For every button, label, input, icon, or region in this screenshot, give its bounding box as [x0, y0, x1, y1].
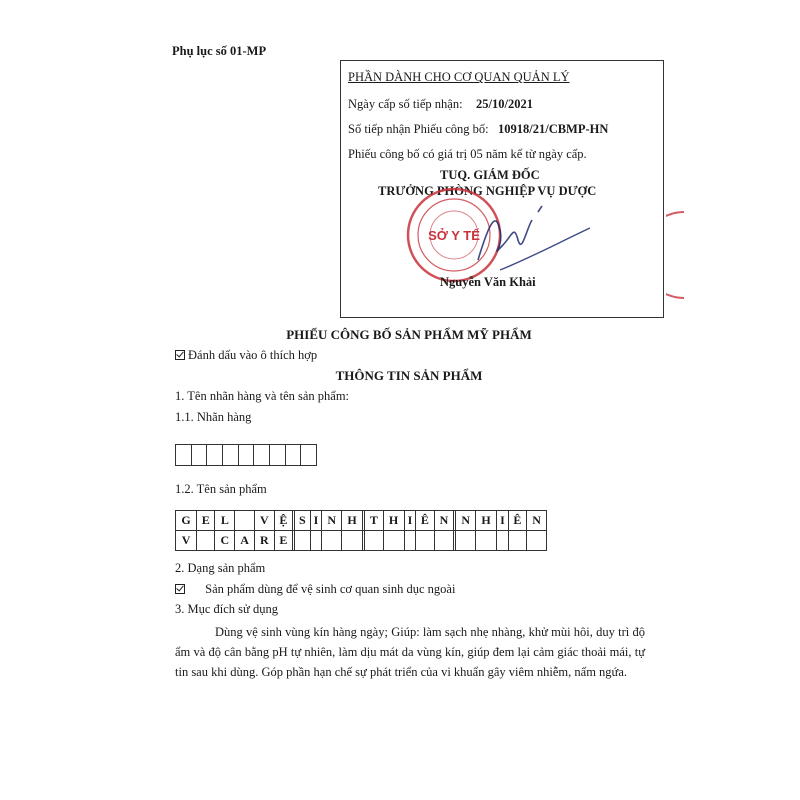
brand-cell: [191, 445, 207, 466]
product-name-grid: [175, 510, 547, 551]
product-name-cell: [476, 531, 497, 551]
brand-cell: [222, 445, 238, 466]
product-name-cell: [322, 531, 342, 551]
signer-name: Nguyễn Văn Khải: [440, 275, 536, 289]
product-name-cell: G: [176, 511, 197, 531]
product-name-cell: N: [322, 511, 342, 531]
product-name-cell: [342, 531, 363, 551]
product-name-cell: [527, 531, 547, 551]
check-note: Đánh dấu vào ô thích hợp: [175, 348, 317, 363]
brand-cell: [238, 445, 254, 466]
product-name-cell: S: [295, 511, 311, 531]
receipt-number-value: 10918/21/CBMP-HN: [498, 122, 609, 136]
product-name-cell: E: [197, 511, 215, 531]
signer-title-1: TUQ. GIÁM ĐỐC: [440, 168, 540, 182]
product-name-cell: V: [176, 531, 197, 551]
item-1-1-label: 1.1. Nhãn hàng: [175, 410, 252, 424]
product-name-cell: I: [404, 511, 416, 531]
purpose-paragraph: Dùng vệ sinh vùng kín hàng ngày; Giúp: làm sạch nhẹ nhàng, khử mùi hôi, duy trì độ ẩm và độ cân bằng pH tự nhiên, làm dịu mát da vùng kín, giúp đem lại cảm giác thoải mái, tự tin sau khi dùng. Góp phần hạn chế sự phát triển của vi khuẩn gây viêm nhiễm, nấm ngứa.: [175, 625, 645, 679]
brand-cell: [207, 445, 223, 466]
product-name-cell: [456, 531, 476, 551]
product-name-cell: H: [476, 511, 497, 531]
item-3-label: 3. Mục đích sử dụng: [175, 602, 278, 616]
product-name-cell: C: [215, 531, 235, 551]
checkbox-icon: [175, 584, 185, 594]
product-name-cell: Ê: [416, 511, 434, 531]
product-name-cell: [295, 531, 311, 551]
product-name-cell: I: [497, 511, 509, 531]
brand-cell: [301, 445, 317, 466]
brand-grid: [175, 444, 317, 466]
product-name-cell: [508, 531, 526, 551]
product-name-cell: V: [254, 511, 274, 531]
product-name-cell: I: [310, 511, 322, 531]
product-name-cell: [310, 531, 322, 551]
brand-cell: [254, 445, 270, 466]
product-name-cell: [416, 531, 434, 551]
receipt-date-label: Ngày cấp số tiếp nhận:: [348, 97, 463, 111]
section-title: THÔNG TIN SẢN PHẨM: [335, 368, 483, 383]
brand-cell: [269, 445, 285, 466]
product-name-cell: [434, 531, 454, 551]
product-name-cell: H: [383, 511, 404, 531]
product-name-cell: A: [235, 531, 255, 551]
product-name-cell: T: [365, 511, 383, 531]
item-1-2-label: 1.2. Tên sản phẩm: [175, 482, 267, 496]
product-name-cell: [197, 531, 215, 551]
form-title: PHIẾU CÔNG BỐ SẢN PHẨM MỸ PHẨM: [286, 327, 532, 342]
brand-cell: [176, 445, 192, 466]
validity-note: Phiếu công bố có giá trị 05 năm kể từ ngày cấp.: [348, 147, 587, 161]
product-name-cell: [383, 531, 404, 551]
product-name-cell: E: [274, 531, 292, 551]
product-name-cell: L: [215, 511, 235, 531]
product-name-cell: [404, 531, 416, 551]
signature: [460, 200, 600, 280]
product-name-cell: R: [254, 531, 274, 551]
appendix-label: Phụ lục số 01-MP: [172, 44, 267, 58]
signer-title-2: TRƯỞNG PHÒNG NGHIỆP VỤ DƯỢC: [378, 184, 597, 198]
product-name-cell: [235, 511, 255, 531]
item-1-label: 1. Tên nhãn hàng và tên sản phẩm:: [175, 389, 350, 403]
product-name-cell: N: [456, 511, 476, 531]
partial-seal: [666, 210, 686, 300]
product-name-cell: [497, 531, 509, 551]
product-name-cell: [365, 531, 383, 551]
product-name-cell: Ê: [508, 511, 526, 531]
seal-text: SỞ Y TẾ: [428, 228, 480, 243]
receipt-number-label: Số tiếp nhận Phiếu công bố:: [348, 122, 489, 136]
management-header: PHẦN DÀNH CHO CƠ QUAN QUẢN LÝ: [348, 70, 570, 84]
product-name-cell: Ệ: [274, 511, 292, 531]
product-name-cell: H: [342, 511, 363, 531]
receipt-date-value: 25/10/2021: [476, 97, 533, 111]
product-name-cell: N: [527, 511, 547, 531]
product-form-option: [175, 582, 455, 597]
product-form-text: Sản phẩm dùng để vệ sinh cơ quan sinh dục ngoài: [205, 582, 456, 596]
product-name-cell: N: [434, 511, 454, 531]
item-2-label: 2. Dạng sản phẩm: [175, 561, 266, 575]
brand-cell: [285, 445, 301, 466]
checkbox-icon: [175, 350, 185, 360]
